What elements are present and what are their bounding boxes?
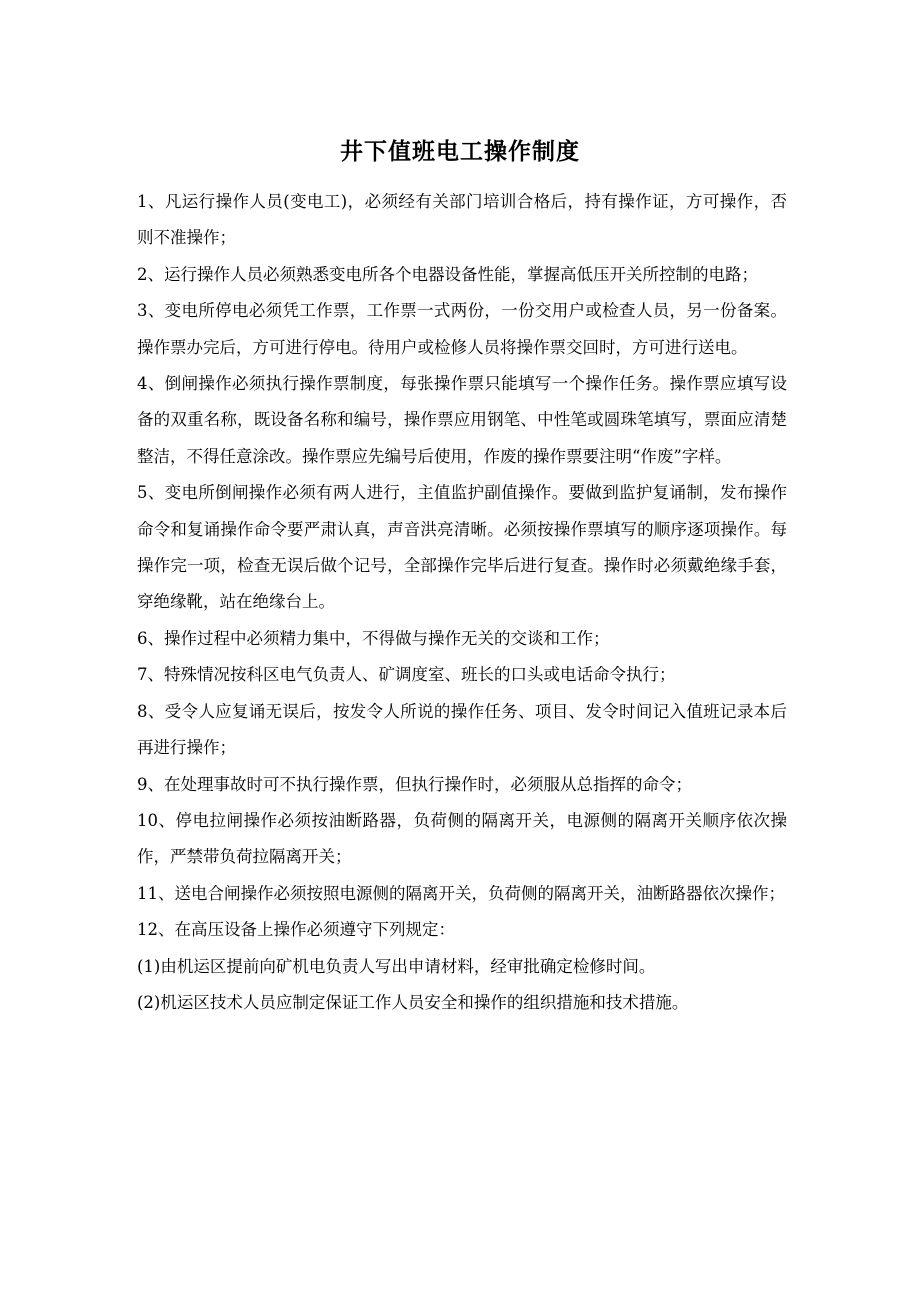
document-body (137, 184, 787, 1021)
rule-subitem-1: (1)由机运区提前向矿机电负责人写出申请材料，经审批确定检修时间。 (137, 956, 656, 976)
rule-paragraph-2: 2、运行操作人员必须熟悉变电所各个电器设备性能，掌握高低压开关所控制的电路； (137, 264, 758, 284)
rule-paragraph-3: 3、变电所停电必须凭工作票，工作票一式两份，一份交用户或检查人员，另一份备案。操作票办完后，方可进行停电。待用户或检修人员将操作票交回时，方可进行送电。 (137, 301, 787, 357)
rule-paragraph-12: 12、在高压设备上操作必须遵守下列规定： (137, 920, 455, 940)
document-title: 井下值班电工操作制度 (340, 139, 580, 165)
rule-paragraph-4: 4、倒闸操作必须执行操作票制度，每张操作票只能填写一个操作任务。操作票应填写设备的双重名称，既设备名称和编号，操作票应用钢笔、中性笔或圆珠笔填写，票面应清楚整洁，不得任意涂改。操作票应先编号后使用，作废的操作票要注明“作废”字样。 (137, 374, 787, 466)
rule-subitem-2: (2)机运区技术人员应制定保证工作人员安全和操作的组织措施和技术措施。 (137, 992, 689, 1012)
rule-paragraph-11: 11、送电合闸操作必须按照电源侧的隔离开关，负荷侧的隔离开关，油断路器依次操作； (137, 883, 785, 903)
rule-paragraph-10: 10、停电拉闸操作必须按油断路器，负荷侧的隔离开关，电源侧的隔离开关顺序依次操作，严禁带负荷拉隔离开关； (137, 810, 787, 867)
rule-paragraph-5: 5、变电所倒闸操作必须有两人进行，主值监护副值操作。要做到监护复诵制，发布操作命令和复诵操作命令要严肃认真，声音洪亮清晰。必须按操作票填写的顺序逐项操作。每操作完一项，检查无误后做个记号，全部操作完毕后进行复查。操作时必须戴绝缘手套，穿绝缘靴，站在绝缘台上。 (137, 483, 787, 612)
rule-paragraph-1: 1、凡运行操作人员(变电工)，必须经有关部门培训合格后，持有操作证，方可操作，否则不准操作； (137, 192, 787, 248)
rule-paragraph-9: 9、在处理事故时可不执行操作票，但执行操作时，必须服从总指挥的命令； (137, 774, 692, 794)
rule-paragraph-6: 6、操作过程中必须精力集中，不得做与操作无关的交谈和工作； (137, 628, 610, 648)
rule-paragraph-7: 7、特殊情况按科区电气负责人、矿调度室、班长的口头或电话命令执行； (137, 665, 676, 685)
rule-paragraph-8: 8、受令人应复诵无误后，按发令人所说的操作任务、项目、发令时间记入值班记录本后再进行操作； (137, 701, 787, 758)
